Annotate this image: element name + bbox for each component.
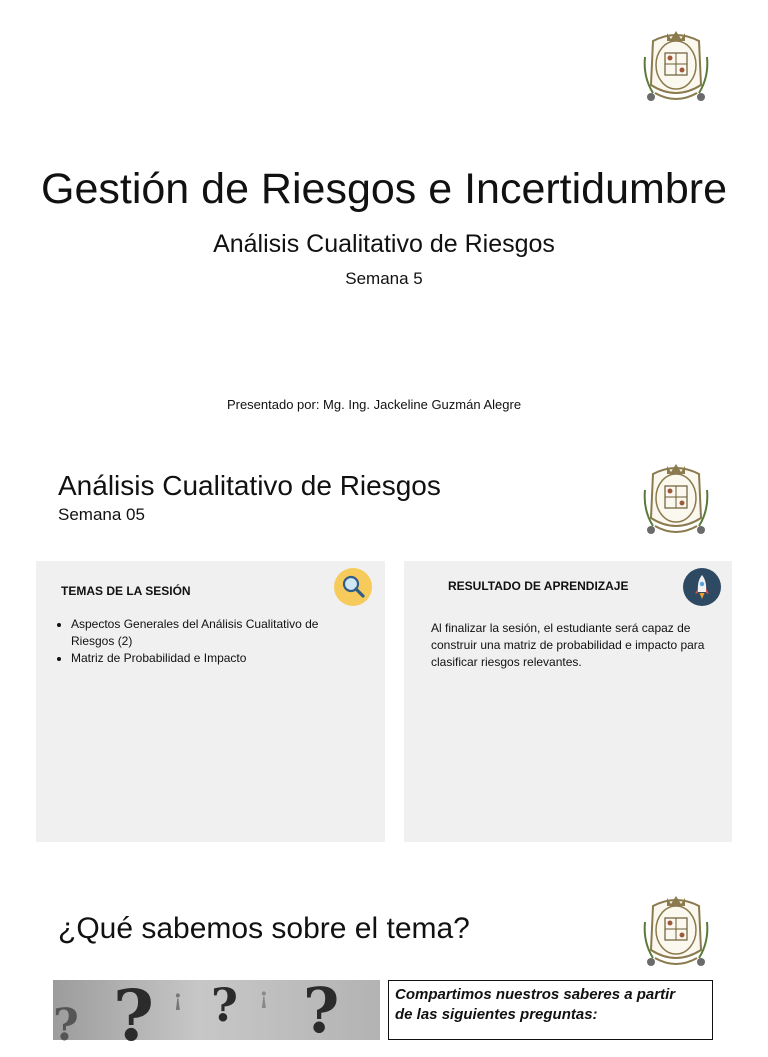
presentation-subtitle: Análisis Cualitativo de Riesgos xyxy=(213,230,555,258)
session-topics-panel xyxy=(36,561,385,842)
university-seal-logo xyxy=(641,27,711,107)
prior-knowledge-slide xyxy=(0,864,768,1057)
week-label: Semana 5 xyxy=(345,269,423,288)
topic-item: • Aspectos Generales del Análisis Cualitativo de Riesgos (2) xyxy=(71,616,361,650)
question-marks-photo: ? ? ¡ ? ¡ ? xyxy=(53,980,380,1040)
magnifier-icon xyxy=(334,568,372,606)
slide-title: ¿Qué sabemos sobre el tema? xyxy=(58,912,470,945)
discussion-prompt-text: Compartimos nuestros saberes a partir de las siguientes preguntas: xyxy=(395,986,676,1023)
outcome-heading: RESULTADO DE APRENDIZAJE xyxy=(448,579,629,593)
university-seal-logo xyxy=(641,892,711,972)
university-seal-logo xyxy=(641,460,711,540)
presentation-title: Gestión de Riesgos e Incertidumbre xyxy=(41,165,727,213)
rocket-icon xyxy=(683,568,721,606)
outcome-text: Al finalizar la sesión, el estudiante será capaz de construir una matriz de probabilidad e impacto para clasificar riesgos relevantes. xyxy=(431,621,705,669)
week-label: Semana 05 xyxy=(58,505,145,524)
title-slide xyxy=(0,0,768,432)
topic-item: • Matriz de Probabilidad e Impacto xyxy=(71,650,361,667)
presenter-line: Presentado por: Mg. Ing. Jackeline Guzmán Alegre xyxy=(226,397,522,412)
session-overview-slide xyxy=(0,432,768,864)
discussion-prompt-box xyxy=(388,980,713,1040)
topics-list xyxy=(54,616,361,667)
topics-heading: TEMAS DE LA SESIÓN xyxy=(61,584,191,598)
slide-title: Análisis Cualitativo de Riesgos xyxy=(58,470,441,501)
learning-outcome-panel xyxy=(404,561,732,842)
